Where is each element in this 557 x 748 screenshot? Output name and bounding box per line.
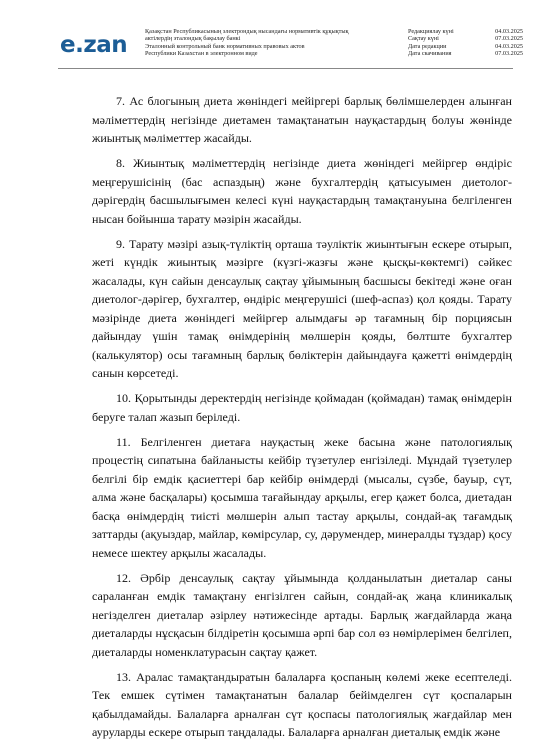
header-left-line: Қазақстан Республикасының электрондық нысандағы нормативтік құқықтық: [145, 28, 349, 35]
paragraph-12: 12. Әрбір денсаулық сақтау ұйымында қолданылатын диеталар саны сараланған емдік тамақтану енгізілген сайын, сондай-ақ жаңа клиникалық негізделген диеталар әзірлеу нәтижесінде артады. Барлық жағдайларда жаңа диеталарды нұсқасын білдіретін қосымша әрпі бар сол өз нөмірлерімен белгілеп, диеталарды номенклатурасын сақтау қажет.: [92, 570, 512, 659]
document-body: [92, 92, 512, 748]
header-date-row: Редакциялау күні 04.03.2025: [408, 28, 523, 35]
header-left-line: Республики Казахстан в электронном виде: [145, 50, 258, 58]
header-bank-description: [145, 28, 395, 58]
paragraph-11: 11. Белгіленген диетаға науқастың жеке басына және патологиялық процестің сипатына байланысты кейбір түзетулер енгізіледі. Мұндай түзетулер белгілі бір емдік қасиеттері бар кейбір өнімдерді (мысалы, сүзбе, бауыр, сүт, алма және басқалары) қосымша тағайындау арқылы, егер қажет болса, диетадан басқа өнімдердің тиісті мөлшерін алып тастау арқылы, сондай-ақ тағамдық заттарды (ақуыздар, майлар, көмірсулар, су, дәрумендер, минералды тұздар) қосу немесе шектеу арқылы жасалады.: [92, 434, 512, 560]
paragraph-8: 8. Жиынтық мәліметтердің негізінде диета жөніндегі мейіргер өндіріс меңгерушісінің (бас аспаздың) және бухгалтердің қатысуымен диетолог-дәрігердің басшылығымен келесі күні науқастардың тамақтануына белгіленген нысан бойынша тарату мәзірін жасайды.: [92, 156, 512, 226]
header-left-line: Эталонный контрольный банк нормативных правовых актов: [145, 42, 305, 50]
paragraph-10: 10. Қорытынды деректердің негізінде қоймадан (қоймадан) тамақ өнімдерін беруге талап жазып беріледі.: [92, 391, 512, 424]
header-date-row: Сақтау күні 07.03.2025: [408, 35, 523, 43]
paragraph-9: 9. Тарату мәзірі азық-түліктің орташа тәуліктік жиынтығын ескере отырып, жеті күндік жиынтық мәзірге (күзгі-жазғы және қысқы-көктемгі) сәйкес жасалады, күн сайын денсаулық сақтау ұйымының басшысы бекітеді және оған диетолог-дәрігер, бухгалтер, өндіріс меңгерушісі (шеф-аспаз) қол қояды. Тарату мәзірінде диета жөніндегі мейіргер алымдағы әр тағамның бір порциясын дайындау үшін тамақ өнімдерінің мөлшерін қояды, бөлтште бухгалтер (калькулятор) осы тағамның барлық бөліктерін дайындауға қажетті өнімдердің санын көрсетеді.: [92, 236, 512, 380]
ezan-logo: e.zan: [60, 32, 128, 58]
header-divider: [58, 68, 513, 69]
document-header: [0, 0, 557, 70]
header-left-line: актілердің эталондық бақылау банкі: [145, 35, 241, 43]
paragraph-7: 7. Ас блогының диета жөніндегі мейіргері барлық бөлімшелерден алынған мәліметтердің негізінде диетамен тамақтанатын науқастардың болуы жөнінде жиынтық мәліметтер жасайды.: [92, 94, 512, 145]
header-dates: [408, 28, 523, 58]
header-date-row: Дата скачивания 07.03.2025: [408, 50, 523, 58]
paragraph-13: 13. Аралас тамақтандыратын балаларға қоспаның көлемі жеке есептеледі. Тек емшек сүтімен тамақтанатын балалар бейімделген сүт қоспаларын қабылдамайды. Балаларға арналған сүт қоспасы патологиялық жағдайлар мен ауруларды ескере отырып таңдалады. Балаларға арналған диеталық емдік және: [92, 669, 512, 739]
header-date-row: Дата редакции 04.03.2025: [408, 42, 523, 50]
